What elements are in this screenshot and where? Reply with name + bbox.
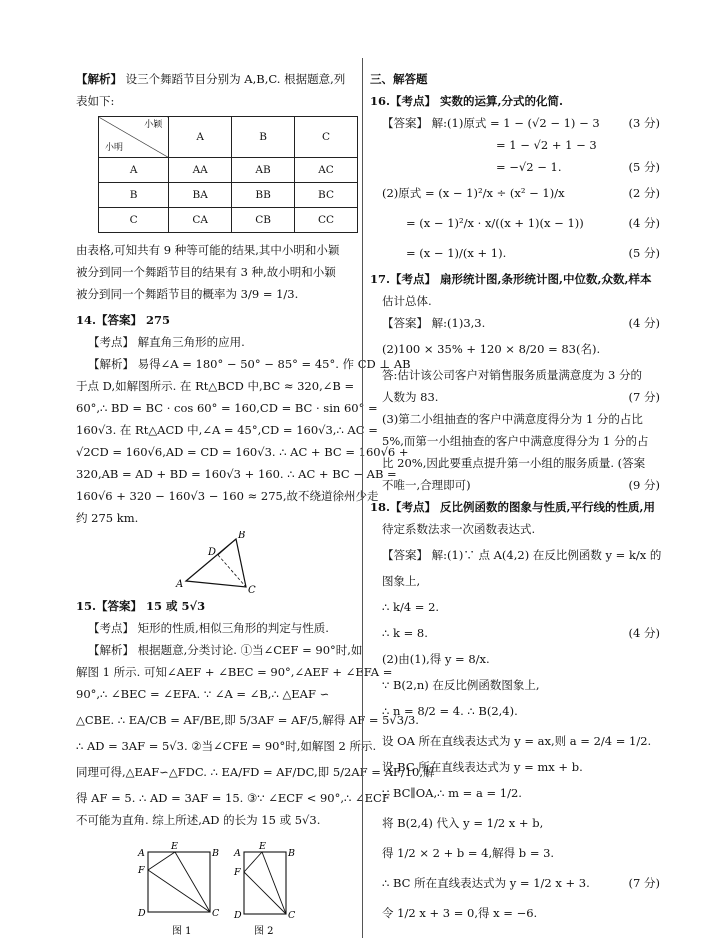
q18-line: 设 OA 所在直线表达式为 y = ax,则 a = 2/4 = 1/2. — [382, 734, 652, 748]
table-cell: B — [99, 183, 169, 208]
q14-line: 320,AB = AD + BD = 160√3 + 160. ∴ AC + BC − AB = — [76, 467, 397, 481]
q16-line — [370, 208, 660, 238]
jiexi-label: 【解析】 — [76, 72, 122, 86]
q17-heading-2: 估计总体. — [382, 294, 432, 308]
score-label: (3 分) — [628, 116, 660, 130]
vertex-label: E — [259, 842, 266, 852]
q15-line: ∴ AD = 3AF = 5√3. ②当∠CFE = 90°时,如解图 2 所示. — [76, 739, 377, 753]
right-column — [370, 68, 660, 928]
table-row — [99, 208, 358, 233]
vertex-label: F — [138, 865, 145, 876]
q16-text: (2)原式 = (x − 1)²/x ÷ (x² − 1)/x — [382, 186, 565, 200]
vertex-label: A — [176, 579, 184, 590]
q16-line — [370, 156, 660, 178]
q15-line: 【解析】 根据题意,分类讨论. ①当∠CEF = 90°时,如 — [88, 643, 363, 657]
q18-text: ∴ BC 所在直线表达式为 y = 1/2 x + 3. — [382, 876, 590, 890]
q15-line: 不可能为直角. 综上所述,AD 的长为 15 或 5√3. — [76, 813, 321, 827]
table-cell: CB — [232, 208, 295, 233]
q18-line: ∵ B(2,n) 在反比例函数图象上, — [382, 678, 540, 692]
rectangle-figures — [120, 842, 350, 938]
q18-line: 得 1/2 × 2 + b = 4,解得 b = 3. — [382, 846, 555, 860]
score-label: (4 分) — [628, 626, 660, 640]
score-label: (5 分) — [628, 160, 660, 174]
vertex-label: F — [234, 867, 241, 878]
q15-kaodian: 【考点】 矩形的性质,相似三角形的判定与性质. — [88, 621, 329, 635]
vertex-label: C — [248, 585, 256, 593]
q13-explain-line2: 表如下: — [76, 94, 115, 108]
q14-line: 约 275 km. — [76, 511, 139, 525]
q14-line: 160√6 + 320 − 160√3 − 160 ≈ 275,故不绕道徐州少走 — [76, 489, 379, 503]
q18-line: ∵ BC∥OA,∴ m = a = 1/2. — [382, 786, 522, 800]
q16-text: 【答案】 解:(1)原式 = 1 − (√2 − 1) − 3 — [382, 116, 600, 130]
vertex-label: B — [212, 848, 219, 859]
figure-caption: 图 1 — [172, 926, 192, 937]
table-cell: AA — [169, 158, 232, 183]
q14-line: 160√3. 在 Rt△ACD 中,∠A = 45°,CD = 160√3,∴ AC = — [76, 423, 378, 437]
score-label: (5 分) — [628, 246, 660, 260]
vertex-label: D — [138, 908, 146, 919]
q16-line — [370, 238, 660, 268]
q16-text: = (x − 1)²/x · x/((x + 1)(x − 1)) — [406, 216, 584, 230]
q18-heading-2: 待定系数法求一次函数表达式. — [382, 522, 536, 536]
q16-text: = −√2 − 1. — [496, 160, 562, 174]
score-label: (4 分) — [628, 316, 660, 330]
score-label: (7 分) — [628, 876, 660, 890]
vertex-label: C — [288, 910, 296, 921]
q17-heading: 17.【考点】 扇形统计图,条形统计图,中位数,众数,样本 — [370, 272, 652, 286]
vertex-label: A — [234, 848, 241, 859]
q17-line: 答:估计该公司客户对销售服务质量满意度为 3 分的 — [382, 368, 642, 382]
table-row — [99, 183, 358, 208]
q14-line: 于点 D,如解图所示. 在 Rt△BCD 中,BC ≈ 320,∠B = — [76, 379, 355, 393]
q17-text: 人数为 83. — [382, 390, 439, 404]
corner-top-label: 小颖 — [144, 120, 163, 130]
table-col-header: C — [295, 117, 358, 158]
q15-line: 90°,∴ ∠BEC = ∠EFA. ∵ ∠A = ∠B,∴ △EAF ∽ — [76, 687, 330, 701]
q16-line: = 1 − √2 + 1 − 3 — [496, 138, 597, 152]
q18-line — [370, 868, 660, 898]
section-title: 三、解答题 — [370, 72, 428, 86]
table-corner-cell — [99, 117, 169, 158]
table-cell: BC — [295, 183, 358, 208]
q18-line: 设 BC 所在直线表达式为 y = mx + b. — [382, 760, 583, 774]
q17-line — [370, 386, 660, 408]
q18-line — [370, 622, 660, 644]
table-cell: CC — [295, 208, 358, 233]
vertex-label: B — [238, 531, 246, 541]
column-divider — [362, 58, 363, 938]
q14-kaodian: 【考点】 解直角三角形的应用. — [88, 335, 245, 349]
q17-text: 【答案】 解:(1)3,3. — [382, 316, 486, 330]
vertex-label: B — [288, 848, 295, 859]
q18-line: 令 1/2 x + 3 = 0,得 x = −6. — [382, 906, 538, 920]
table-row — [99, 158, 358, 183]
q13-after-line1: 由表格,可知共有 9 种等可能的结果,其中小明和小颖 — [76, 243, 340, 257]
vertex-label: D — [208, 547, 217, 558]
q17-line: 5%,而第一小组抽查的客户中满意度得分为 1 分的占 — [382, 434, 649, 448]
table-col-header: A — [169, 117, 232, 158]
q14-line: 【解析】 易得∠A = 180° − 50° − 85° = 45°. 作 CD ⊥ AB — [88, 357, 411, 371]
q15-line: △CBE. ∴ EA/CB = AF/BE,即 5/3AF = AF/5,解得 AF = 5√3/3. — [76, 713, 419, 727]
figure-caption: 图 2 — [254, 926, 274, 937]
q16-heading: 16.【考点】 实数的运算,分式的化简. — [370, 94, 564, 108]
table-cell: BB — [232, 183, 295, 208]
q17-line: (2)100 × 35% + 120 × 8/20 = 83(名). — [382, 342, 601, 356]
q13-after-line3: 被分到同一个舞蹈节目的概率为 3/9 = 1/3. — [76, 287, 299, 301]
table-cell: CA — [169, 208, 232, 233]
q16-text: = (x − 1)/(x + 1). — [406, 246, 507, 260]
q13-explain-line1 — [76, 68, 358, 90]
table-cell: AC — [295, 158, 358, 183]
q15-heading: 15.【答案】 15 或 5√3 — [76, 599, 206, 613]
q15-line: 同理可得,△EAF∽△FDC. ∴ EA/FD = AF/DC,即 5/2AF = AF/10,解 — [76, 765, 435, 779]
q17-text: 不唯一,合理即可) — [382, 478, 471, 492]
q15-line: 得 AF = 5. ∴ AD = 3AF = 15. ③∵ ∠ECF < 90°,∴ ∠ECF — [76, 791, 390, 805]
q17-line: 比 20%,因此要重点提升第一小组的服务质量. (答案 — [382, 456, 646, 470]
score-label: (9 分) — [628, 478, 660, 492]
q18-line: 【答案】 解:(1)∵ 点 A(4,2) 在反比例函数 y = k/x 的 — [382, 548, 662, 562]
table-cell: A — [99, 158, 169, 183]
q18-line: ∴ k/4 = 2. — [382, 600, 440, 614]
vertex-label: D — [234, 910, 242, 921]
q13-text: 设三个舞蹈节目分别为 A,B,C. 根据题意,列 — [125, 72, 346, 86]
vertex-label: C — [212, 908, 220, 919]
q14-line: √2CD = 160√6,AD = CD = 160√3. ∴ AC + BC = 160√6 + — [76, 445, 409, 459]
q14-line: 60°,∴ BD = BC · cos 60° = 160,CD = BC · sin 60° = — [76, 401, 378, 415]
q15-line: 解图 1 所示. 可知∠AEF + ∠BEC = 90°,∠AEF + ∠EFA = — [76, 665, 393, 679]
score-label: (2 分) — [628, 186, 660, 200]
q17-line — [370, 474, 660, 496]
table-cell: AB — [232, 158, 295, 183]
table-cell: C — [99, 208, 169, 233]
q17-line: (3)第二小组抽查的客户中满意度得分为 1 分的占比 — [382, 412, 643, 426]
q13-after-line2: 被分到同一个舞蹈节目的结果有 3 种,故小明和小颖 — [76, 265, 336, 279]
q14-heading: 14.【答案】 275 — [76, 313, 171, 327]
q18-line: (2)由(1),得 y = 8/x. — [382, 652, 490, 666]
corner-bottom-label: 小明 — [105, 143, 124, 153]
q18-line: 将 B(2,4) 代入 y = 1/2 x + b, — [382, 816, 544, 830]
q17-line — [370, 312, 660, 334]
q16-line — [370, 112, 660, 134]
vertex-label: A — [138, 848, 145, 859]
q16-line — [370, 178, 660, 208]
q18-line: 图象上, — [382, 574, 421, 588]
q18-line: ∴ n = 8/2 = 4. ∴ B(2,4). — [382, 704, 518, 718]
q18-text: ∴ k = 8. — [382, 626, 428, 640]
table-cell: BA — [169, 183, 232, 208]
q18-heading: 18.【考点】 反比例函数的图象与性质,平行线的性质,用 — [370, 500, 656, 514]
table-col-header: B — [232, 117, 295, 158]
score-label: (4 分) — [628, 216, 660, 230]
triangle-figure — [76, 531, 358, 593]
vertex-label: E — [171, 842, 178, 852]
score-label: (7 分) — [628, 390, 660, 404]
outcome-table — [98, 116, 358, 233]
